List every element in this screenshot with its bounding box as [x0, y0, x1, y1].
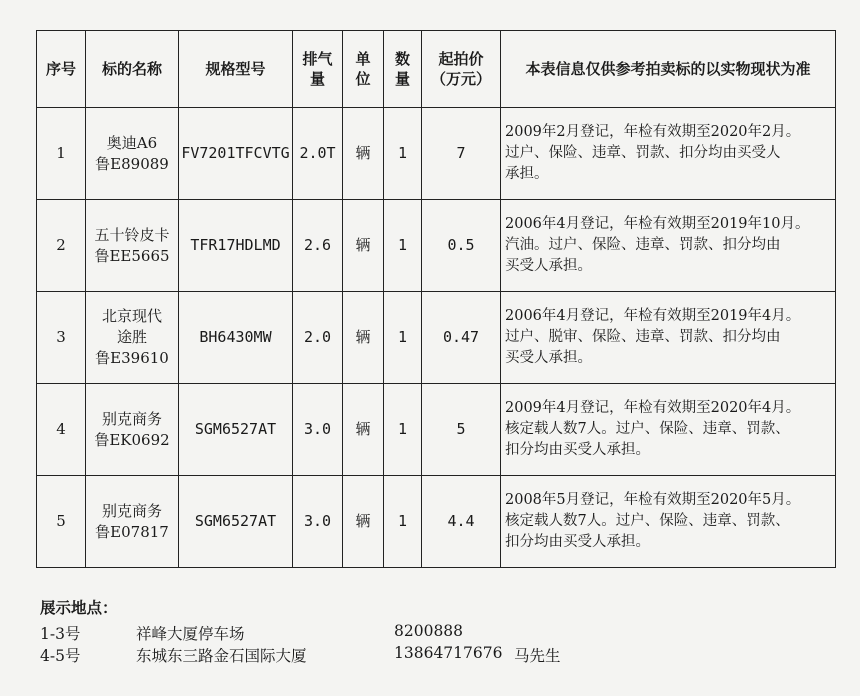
cell-name-line: 鲁EK0692 — [94, 430, 170, 449]
cell-note — [501, 476, 836, 568]
cell-qty — [384, 108, 422, 200]
cell-name-line: 别克商务 — [101, 501, 162, 520]
cell-index-text: 4 — [56, 420, 66, 438]
cell-index — [37, 384, 86, 476]
cell-note-line: 买受人承担。 — [505, 350, 592, 366]
cell-displacement — [293, 384, 343, 476]
cell-qty-text: 1 — [397, 328, 408, 346]
location-range: 1-3号 — [40, 625, 81, 643]
cell-name-line: 别克商务 — [101, 409, 162, 428]
cell-unit — [343, 200, 384, 292]
cell-note-line: 2006年4月登记，年检有效期至2019年4月。 — [505, 308, 801, 324]
cell-name — [86, 384, 179, 476]
cell-unit-text: 辆 — [355, 512, 371, 530]
cell-note-line: 买受人承担。 — [505, 258, 592, 274]
cell-note-line: 核定载人数7人。过户、保险、违章、罚款、 — [505, 513, 790, 529]
table-row — [37, 476, 836, 568]
cell-note-line: 2008年5月登记，年检有效期至2020年5月。 — [505, 492, 801, 508]
cell-displacement — [293, 476, 343, 568]
cell-price-text: 0.5 — [447, 236, 475, 254]
display-locations-title: 展示地点： — [40, 599, 118, 617]
cell-displacement — [293, 108, 343, 200]
cell-model-text: SGM6527AT — [194, 420, 277, 438]
cell-name — [86, 200, 179, 292]
cell-model-text: SGM6527AT — [194, 512, 277, 530]
cell-unit-text: 辆 — [355, 144, 371, 162]
cell-name-line: 鲁E39610 — [95, 349, 169, 367]
cell-qty — [384, 476, 422, 568]
cell-note-line: 过户、脱审、保险、违章、罚款、扣分均由 — [505, 329, 781, 345]
table-header-row — [37, 31, 836, 108]
cell-price — [422, 384, 501, 476]
cell-name-line: 奥迪A6 — [106, 133, 158, 152]
cell-qty-text: 1 — [397, 420, 408, 438]
cell-price — [422, 108, 501, 200]
cell-index — [37, 200, 86, 292]
cell-price — [422, 292, 501, 384]
table-row — [37, 384, 836, 476]
cell-unit-text: 辆 — [355, 420, 371, 438]
header-qty: 数 量 — [384, 31, 422, 108]
cell-unit — [343, 476, 384, 568]
cell-name-line: 五十铃皮卡 — [94, 225, 170, 244]
cell-price-text: 0.47 — [442, 328, 480, 346]
cell-index — [37, 108, 86, 200]
cell-name-line: 鲁E89089 — [95, 154, 169, 173]
cell-note-line: 过户、保险、违章、罚款、扣分均由买受人 — [505, 145, 781, 161]
cell-unit-text: 辆 — [355, 328, 371, 346]
cell-name-line: 鲁EE5665 — [94, 246, 170, 265]
cell-note — [501, 108, 836, 200]
header-unit: 单 位 — [343, 31, 384, 108]
cell-qty — [384, 292, 422, 384]
cell-note-line: 2009年4月登记，年检有效期至2020年4月。 — [505, 400, 801, 416]
cell-index-text: 2 — [56, 236, 66, 254]
cell-model — [179, 292, 293, 384]
cell-model-text: TFR17HDLMD — [190, 236, 281, 254]
cell-index-text: 5 — [56, 512, 66, 530]
header-note: 本表信息仅供参考拍卖标的以实物现状为准 — [501, 31, 836, 108]
cell-name — [86, 108, 179, 200]
cell-price-text: 5 — [456, 420, 466, 438]
cell-unit — [343, 108, 384, 200]
cell-model-text: FV7201TFCVTG — [181, 144, 290, 162]
cell-qty — [384, 200, 422, 292]
cell-name-line: 北京现代 — [101, 307, 162, 325]
header-price: 起拍价 （万元） — [422, 31, 501, 108]
cell-name — [86, 476, 179, 568]
cell-index — [37, 476, 86, 568]
cell-name-line: 途胜 — [116, 328, 147, 346]
table-row — [37, 108, 836, 200]
cell-note — [501, 292, 836, 384]
cell-displacement-text: 2.0T — [299, 144, 336, 162]
cell-model — [179, 108, 293, 200]
cell-model-text: BH6430MW — [199, 328, 272, 346]
cell-displacement-text: 2.0 — [303, 328, 332, 346]
table-row — [37, 200, 836, 292]
cell-unit — [343, 384, 384, 476]
location-place: 东城东三路金石国际大厦 — [136, 647, 307, 665]
cell-model — [179, 476, 293, 568]
cell-note-line: 汽油。过户、保险、违章、罚款、扣分均由 — [505, 237, 781, 253]
cell-name-line: 鲁E07817 — [95, 522, 169, 541]
cell-note-line: 核定载人数7人。过户、保险、违章、罚款、 — [505, 421, 790, 437]
cell-price-text: 7 — [456, 144, 466, 162]
cell-qty — [384, 384, 422, 476]
auction-table — [36, 30, 836, 568]
cell-unit — [343, 292, 384, 384]
cell-price — [422, 200, 501, 292]
table-row — [37, 292, 836, 384]
cell-unit-text: 辆 — [355, 236, 371, 254]
cell-qty-text: 1 — [397, 512, 408, 530]
cell-displacement — [293, 200, 343, 292]
cell-model — [179, 200, 293, 292]
header-displacement: 排气 量 — [293, 31, 343, 108]
cell-qty-text: 1 — [397, 236, 408, 254]
header-model: 规格型号 — [179, 31, 293, 108]
cell-model — [179, 384, 293, 476]
location-place: 祥峰大厦停车场 — [136, 625, 245, 643]
cell-index-text: 1 — [56, 144, 66, 162]
cell-note-line: 扣分均由买受人承担。 — [505, 442, 650, 458]
cell-index — [37, 292, 86, 384]
cell-qty-text: 1 — [397, 144, 408, 162]
cell-displacement-text: 3.0 — [303, 512, 332, 530]
location-contact: 马先生 — [514, 647, 561, 665]
header-name: 标的名称 — [86, 31, 179, 108]
cell-note-line: 扣分均由买受人承担。 — [505, 534, 650, 550]
cell-note-line: 2009年2月登记，年检有效期至2020年2月。 — [505, 124, 801, 140]
location-range: 4-5号 — [40, 647, 81, 665]
location-phone: 13864717676 — [394, 644, 503, 662]
cell-index-text: 3 — [56, 328, 66, 346]
cell-note — [501, 200, 836, 292]
cell-note — [501, 384, 836, 476]
cell-price — [422, 476, 501, 568]
cell-note-line: 2006年4月登记，年检有效期至2019年10月。 — [505, 216, 810, 232]
cell-displacement-text: 2.6 — [303, 236, 332, 254]
cell-displacement — [293, 292, 343, 384]
header-index: 序号 — [37, 31, 86, 108]
cell-displacement-text: 3.0 — [303, 420, 332, 438]
cell-price-text: 4.4 — [447, 512, 475, 530]
location-phone: 8200888 — [394, 622, 464, 640]
cell-note-line: 承担。 — [505, 166, 549, 182]
cell-name — [86, 292, 179, 384]
